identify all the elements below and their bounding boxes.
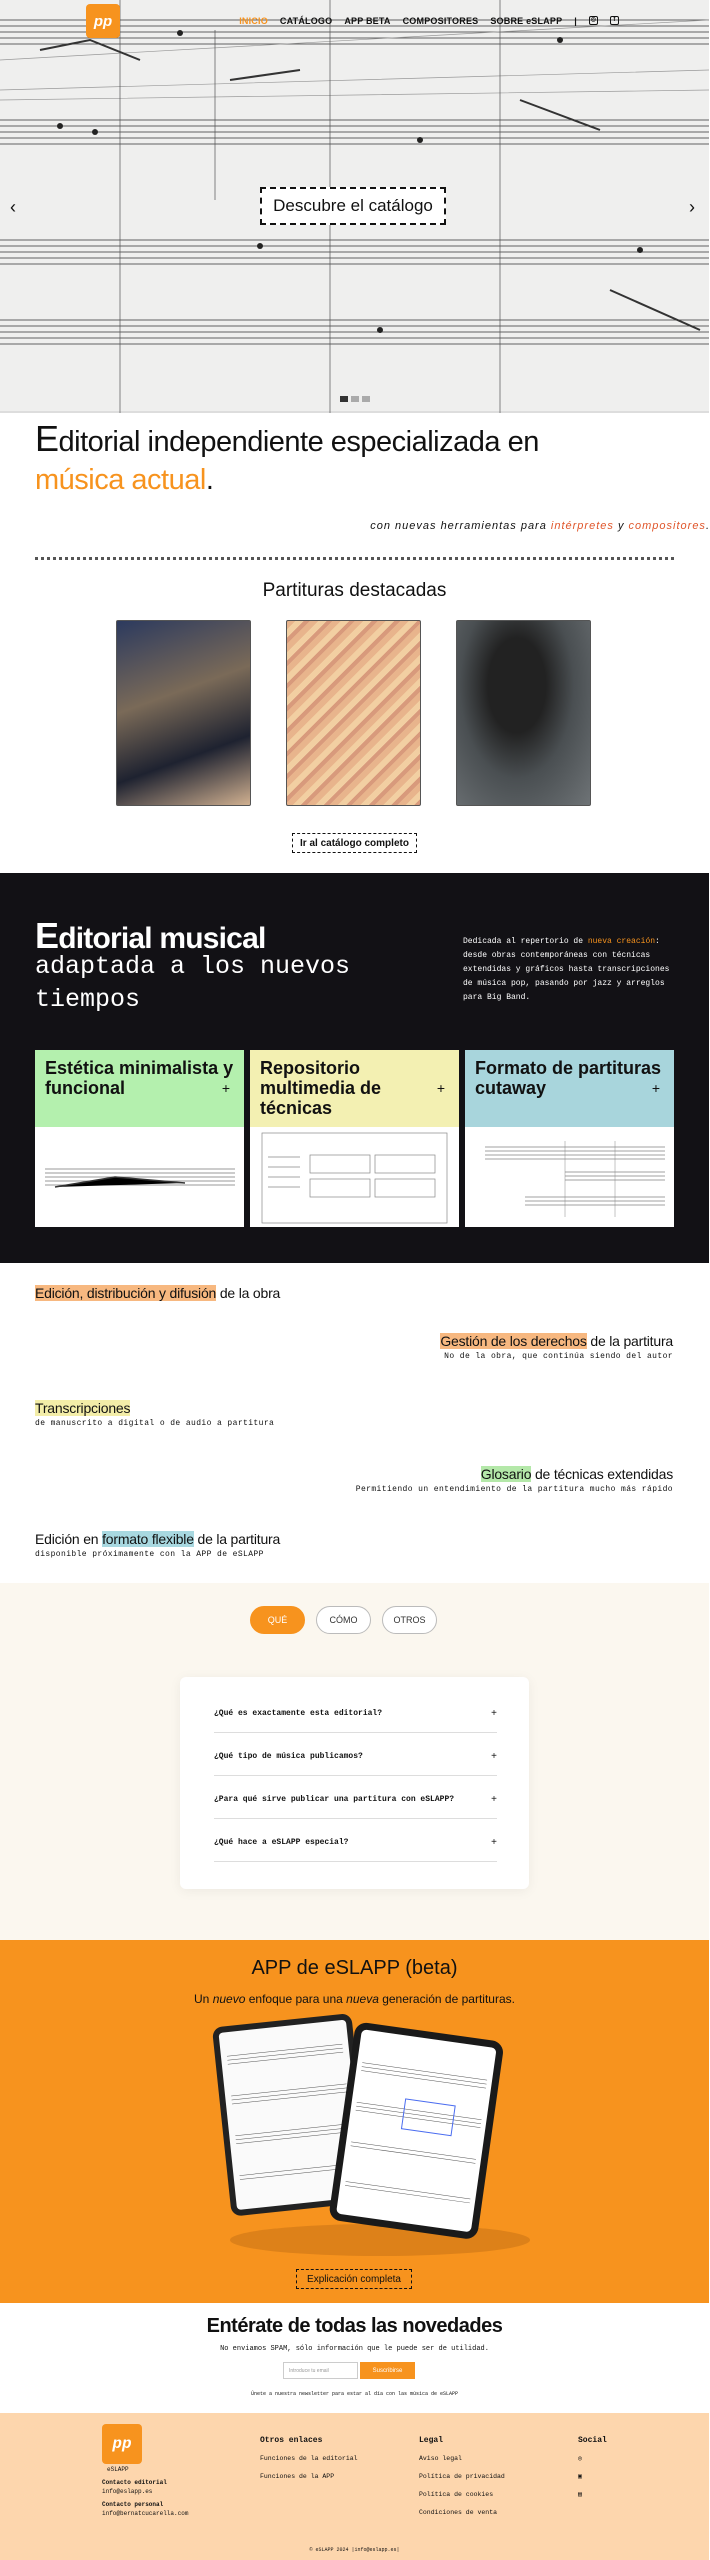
footer-social [578, 2432, 607, 2504]
service-description: No de la obra, que continúa siendo del autor [444, 1352, 673, 1361]
facebook-icon[interactable]: ▣ [578, 2473, 582, 2480]
service-glosario [356, 1466, 673, 1494]
card-header [35, 1050, 244, 1127]
card-cutaway-score-icon [465, 1127, 674, 1227]
top-nav [0, 0, 709, 44]
carousel-next-icon[interactable]: › [689, 197, 695, 217]
copyright: © eSLAPP 2024 |info@eslapp.es| [309, 2547, 400, 2553]
card-preview [250, 1127, 459, 1227]
dark-desc-1: Dedicada al repertorio de [463, 937, 588, 946]
service-derechos [440, 1333, 673, 1361]
app-sub-3: generación de partituras. [378, 1992, 515, 2006]
card-preview-text: ASssMRrrrst [95, 1137, 181, 1153]
facebook-icon[interactable]: f [610, 16, 619, 25]
carousel-prev-icon[interactable]: ‹ [10, 197, 16, 217]
card-title: Repositorio multimedia de técnicas [260, 1058, 382, 1118]
footer-link[interactable]: Aviso legal [419, 2455, 462, 2462]
footer-contact-personal [102, 2500, 188, 2518]
intro-subtitle [270, 520, 710, 532]
feature-card-cutaway[interactable] [465, 1050, 674, 1227]
faq-question: ¿Para qué sirve publicar una partitura con eSLAPP? [214, 1795, 455, 1804]
footer-otros-enlaces [260, 2432, 358, 2486]
hero-carousel [0, 0, 709, 413]
app-sub-1: Un [194, 1992, 213, 2006]
service-post: de la partitura [193, 1531, 281, 1547]
card-title: Formato de partituras cutaway [475, 1058, 662, 1098]
intro-sub-and: y [613, 520, 629, 532]
service-highlight: Edición, distribución y difusión [35, 1285, 217, 1301]
nav-link-compositores[interactable]: COMPOSITORES [402, 16, 479, 26]
service-post: de la obra [216, 1285, 281, 1301]
footer-link[interactable]: Política de privacidad [419, 2473, 505, 2480]
card-preview [35, 1127, 244, 1227]
tablet-mockup-image [0, 1940, 709, 2303]
editorial-dark-section [0, 873, 709, 1263]
intro-sub-text: con nuevas herramientas para [370, 520, 551, 532]
faq-question: ¿Qué hace a eSLAPP especial? [214, 1838, 349, 1847]
dark-desc-2: : desde obras contemporáneas con técnicas extendidas y gráficos hasta transcripciones de música pop, pasando por jazz y arreglos para Big Band. [463, 937, 670, 1002]
linkedin-icon[interactable]: ▤ [578, 2491, 582, 2498]
nav-link-catalogo[interactable]: CATÁLOGO [279, 16, 333, 26]
full-catalog-button[interactable]: Ir al catálogo completo [292, 833, 417, 853]
faq-question: ¿Qué tipo de música publicamos? [214, 1752, 363, 1761]
card-preview-text: Guía de notación [320, 1141, 394, 1151]
service-highlight: Gestión de los derechos [440, 1333, 587, 1349]
footer-legal [419, 2432, 505, 2522]
footer [0, 2413, 709, 2560]
card-score-icon [35, 1127, 244, 1227]
service-highlight: Transcripciones [35, 1400, 131, 1416]
dark-title-first: E [35, 915, 59, 956]
tab-otros[interactable]: OTROS [382, 1606, 437, 1634]
dotted-divider [35, 557, 674, 560]
card-header [465, 1050, 674, 1127]
footer-link[interactable]: Política de cookies [419, 2491, 494, 2498]
plus-icon[interactable]: + [490, 1838, 497, 1849]
intro-title-rest: ditorial independiente especializada en [58, 426, 539, 458]
feature-card-minimalista[interactable] [35, 1050, 244, 1227]
footer-link[interactable]: Condiciones de venta [419, 2509, 498, 2516]
service-description: disponible próximamente con la APP de eSLAPP [35, 1550, 264, 1559]
faq-list [180, 1677, 529, 1889]
intro-sub-compositores: compositores [628, 520, 706, 532]
carousel-dot[interactable] [340, 396, 348, 402]
plus-icon[interactable]: + [651, 1080, 660, 1096]
carousel-dot[interactable] [362, 396, 370, 402]
nav-link-app-beta[interactable]: APP BETA [344, 16, 391, 26]
footer-link[interactable]: Funciones de la APP [260, 2473, 335, 2480]
service-highlight: Glosario [480, 1466, 532, 1482]
footer-logo[interactable]: pp [102, 2424, 142, 2464]
footer-col-title: Otros enlaces [260, 2436, 323, 2445]
app-title: APP de eSLAPP (beta) [251, 1957, 458, 1979]
newsletter-small-text: Únete a nuestra newsletter para estar al día con las música de eSLAPP [250, 2391, 459, 2397]
nav-separator: | [574, 16, 577, 26]
carousel-dot[interactable] [351, 396, 359, 402]
faq-tabs [250, 1606, 437, 1634]
intro-title-highlight: música actual [35, 464, 206, 496]
service-highlight: formato flexible [102, 1531, 194, 1547]
subscribe-button[interactable]: Suscribirse [360, 2362, 415, 2379]
service-post: de técnicas extendidas [531, 1466, 673, 1482]
footer-col-title: Legal [419, 2436, 444, 2445]
tab-como[interactable]: CÓMO [316, 1606, 371, 1634]
intro-title-first: E [35, 418, 59, 459]
faq-item[interactable] [214, 1838, 497, 1862]
discover-catalog-button[interactable]: Descubre el catálogo [260, 187, 446, 225]
footer-contact-editorial [102, 2478, 167, 2496]
contact-personal-label: Contacto personal [102, 2501, 164, 2508]
featured-title: Partituras destacadas [262, 580, 447, 601]
service-formato-flexible [35, 1531, 280, 1559]
card-preview [465, 1127, 674, 1227]
email-input[interactable]: Introduce tu email [283, 2362, 358, 2379]
nav-link-sobre[interactable]: SOBRE eSLAPP [490, 16, 563, 26]
footer-link[interactable]: Funciones de la editorial [260, 2455, 358, 2462]
faq-section [0, 1583, 709, 1940]
carousel-indicators [340, 396, 370, 402]
faq-item[interactable] [214, 1795, 497, 1819]
service-edicion [35, 1285, 280, 1301]
dark-title-rest: ditorial musical [58, 922, 266, 955]
full-explanation-button[interactable]: Explicación completa [296, 2269, 412, 2289]
faq-item[interactable] [214, 1752, 497, 1776]
featured-score-3[interactable] [456, 620, 591, 806]
service-description: de manuscrito a digital o de audio a partitura [35, 1419, 275, 1428]
card-header [250, 1050, 459, 1127]
contact-editorial-label: Contacto editorial [102, 2479, 167, 2486]
plus-icon[interactable]: + [221, 1080, 230, 1096]
dark-subtitle: adaptada a los nuevos tiempos [35, 952, 351, 1014]
intro-section [35, 418, 710, 532]
plus-icon[interactable]: + [490, 1795, 497, 1806]
service-description: Permitiendo un entendimiento de la partitura mucho más rápido [355, 1485, 673, 1494]
service-transcripciones [35, 1400, 274, 1428]
newsletter-title: Entérate de todas las novedades [206, 2315, 503, 2337]
app-sub-nueva: nueva [346, 1992, 379, 2006]
faq-item[interactable] [214, 1709, 497, 1733]
instagram-icon[interactable]: ◎ [578, 2455, 582, 2462]
contact-personal-email[interactable]: info@bernatcucarella.com [102, 2510, 189, 2517]
contact-editorial-email[interactable]: info@eslapp.es [102, 2488, 153, 2495]
plus-icon[interactable]: + [490, 1709, 497, 1720]
eslapp-logo[interactable]: pp [86, 4, 120, 38]
newsletter-text: No enviamos SPAM, sólo información que le puede ser de utilidad. [220, 2345, 489, 2353]
instagram-icon[interactable]: ◎ [590, 17, 597, 23]
service-post: de la partitura [586, 1333, 673, 1349]
dark-desc-highlight: nueva creación [587, 937, 656, 946]
intro-title-dot: . [205, 464, 214, 496]
app-sub-2: enfoque para una [245, 1992, 347, 2006]
footer-brand: eSLAPP [107, 2466, 129, 2473]
nav-links [239, 16, 619, 26]
plus-icon[interactable]: + [436, 1080, 445, 1096]
intro-sub-interpretes: intérpretes [550, 520, 614, 532]
feature-card-repositorio[interactable] [250, 1050, 459, 1227]
tab-que[interactable]: QUÉ [250, 1606, 305, 1634]
footer-col-title: Social [578, 2436, 607, 2445]
featured-score-1[interactable] [116, 620, 251, 806]
app-section [0, 1940, 709, 2303]
faq-question: ¿Qué es exactamente esta editorial? [214, 1709, 383, 1718]
card-title: Estética minimalista y funcional [45, 1058, 234, 1098]
intro-sub-end: . [705, 520, 710, 532]
featured-score-2[interactable] [286, 620, 421, 806]
intro-title [35, 420, 675, 499]
nav-link-inicio[interactable]: INICIO [239, 16, 268, 26]
service-pre: Edición en [35, 1531, 103, 1547]
dark-description [463, 935, 683, 1005]
app-sub-nuevo: nuevo [212, 1992, 246, 2006]
plus-icon[interactable]: + [490, 1752, 497, 1763]
card-glossary-icon [250, 1127, 459, 1227]
